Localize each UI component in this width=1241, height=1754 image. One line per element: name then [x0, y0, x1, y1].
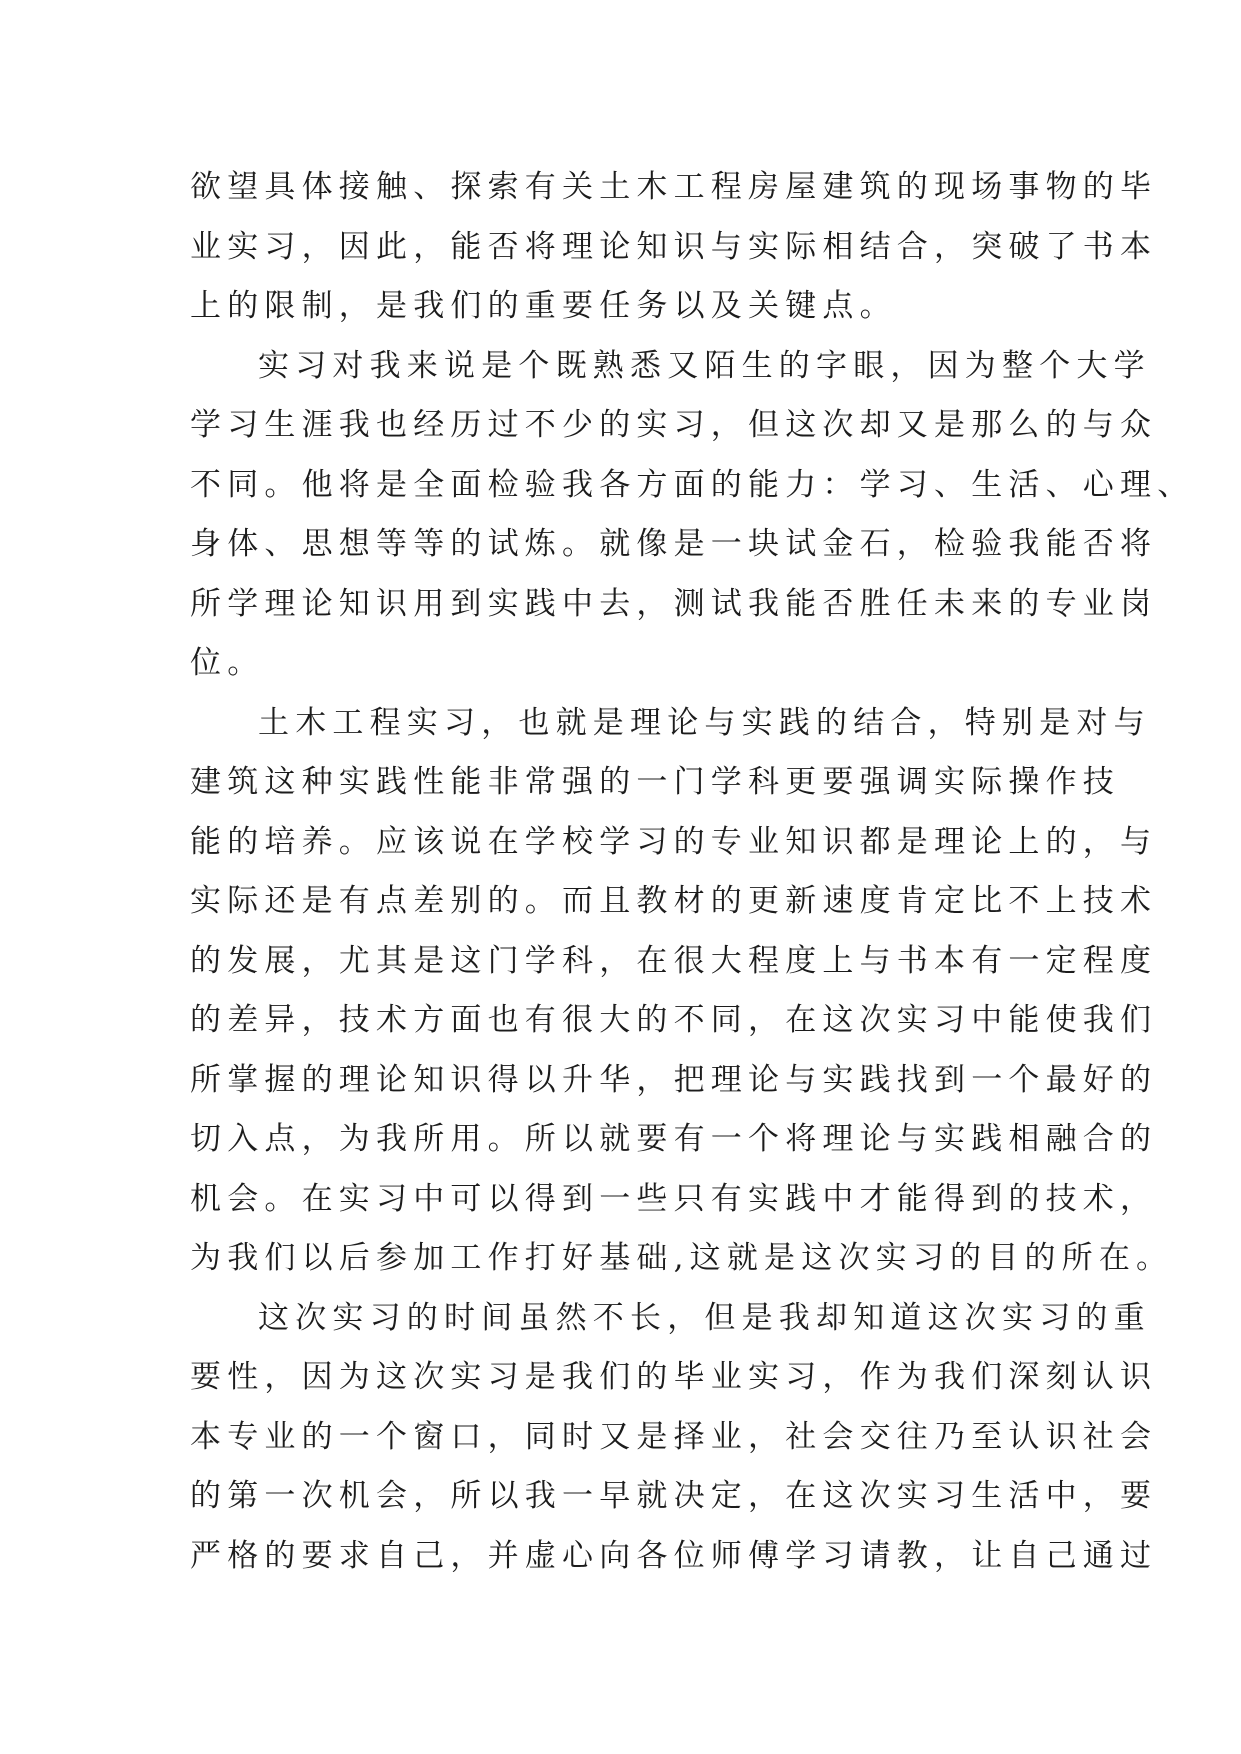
text-line: 实习对我来说是个既熟悉又陌生的字眼，因为整个大学	[258, 347, 1151, 384]
text-line: 的差异，技术方面也有很大的不同，在这次实习中能使我们	[190, 1002, 1158, 1038]
text-line: 为我们以后参加工作打好基础,这就是这次实习的目的所在。	[190, 1240, 1174, 1276]
text-line: 这次实习的时间虽然不长，但是我却知道这次实习的重	[258, 1299, 1151, 1336]
text-line: 位。	[190, 645, 265, 681]
text-line: 业实习，因此，能否将理论知识与实际相结合，突破了书本	[190, 228, 1158, 265]
text-line: 所掌握的理论知识得以升华，把理论与实践找到一个最好的	[190, 1061, 1158, 1098]
text-line: 学习生涯我也经历过不少的实习，但这次却又是那么的与众	[190, 407, 1158, 443]
text-line: 要性，因为这次实习是我们的毕业实习，作为我们深刻认识	[190, 1359, 1158, 1395]
text-line: 机会。在实习中可以得到一些只有实践中才能得到的技术，	[190, 1180, 1158, 1217]
text-line: 建筑这种实践性能非常强的一门学科更要强调实际操作技	[190, 764, 1120, 800]
text-line: 实际还是有点差别的。而且教材的更新速度肯定比不上技术	[190, 883, 1158, 919]
text-line: 切入点，为我所用。所以就要有一个将理论与实践相融合的	[190, 1121, 1158, 1157]
text-line: 身体、思想等等的试炼。就像是一块试金石，检验我能否将	[190, 526, 1158, 562]
text-line: 能的培养。应该说在学校学习的专业知识都是理论上的，与	[190, 823, 1158, 860]
text-line: 的第一次机会，所以我一早就决定，在这次实习生活中，要	[190, 1478, 1158, 1514]
text-line: 严格的要求自己，并虚心向各位师傅学习请教，让自己通过	[190, 1537, 1158, 1574]
text-line: 土木工程实习，也就是理论与实践的结合，特别是对与	[258, 704, 1151, 741]
text-line: 欲望具体接触、探索有关土木工程房屋建筑的现场事物的毕	[190, 169, 1158, 205]
text-line: 上的限制，是我们的重要任务以及关键点。	[190, 288, 897, 324]
text-line: 所学理论知识用到实践中去，测试我能否胜任未来的专业岗	[190, 585, 1158, 622]
text-line: 不同。他将是全面检验我各方面的能力：学习、生活、心理、	[190, 466, 1195, 503]
text-line: 的发展，尤其是这门学科，在很大程度上与书本有一定程度	[190, 942, 1158, 979]
document-body	[190, 158, 1195, 1586]
text-line: 本专业的一个窗口，同时又是择业，社会交往乃至认识社会	[190, 1418, 1158, 1455]
